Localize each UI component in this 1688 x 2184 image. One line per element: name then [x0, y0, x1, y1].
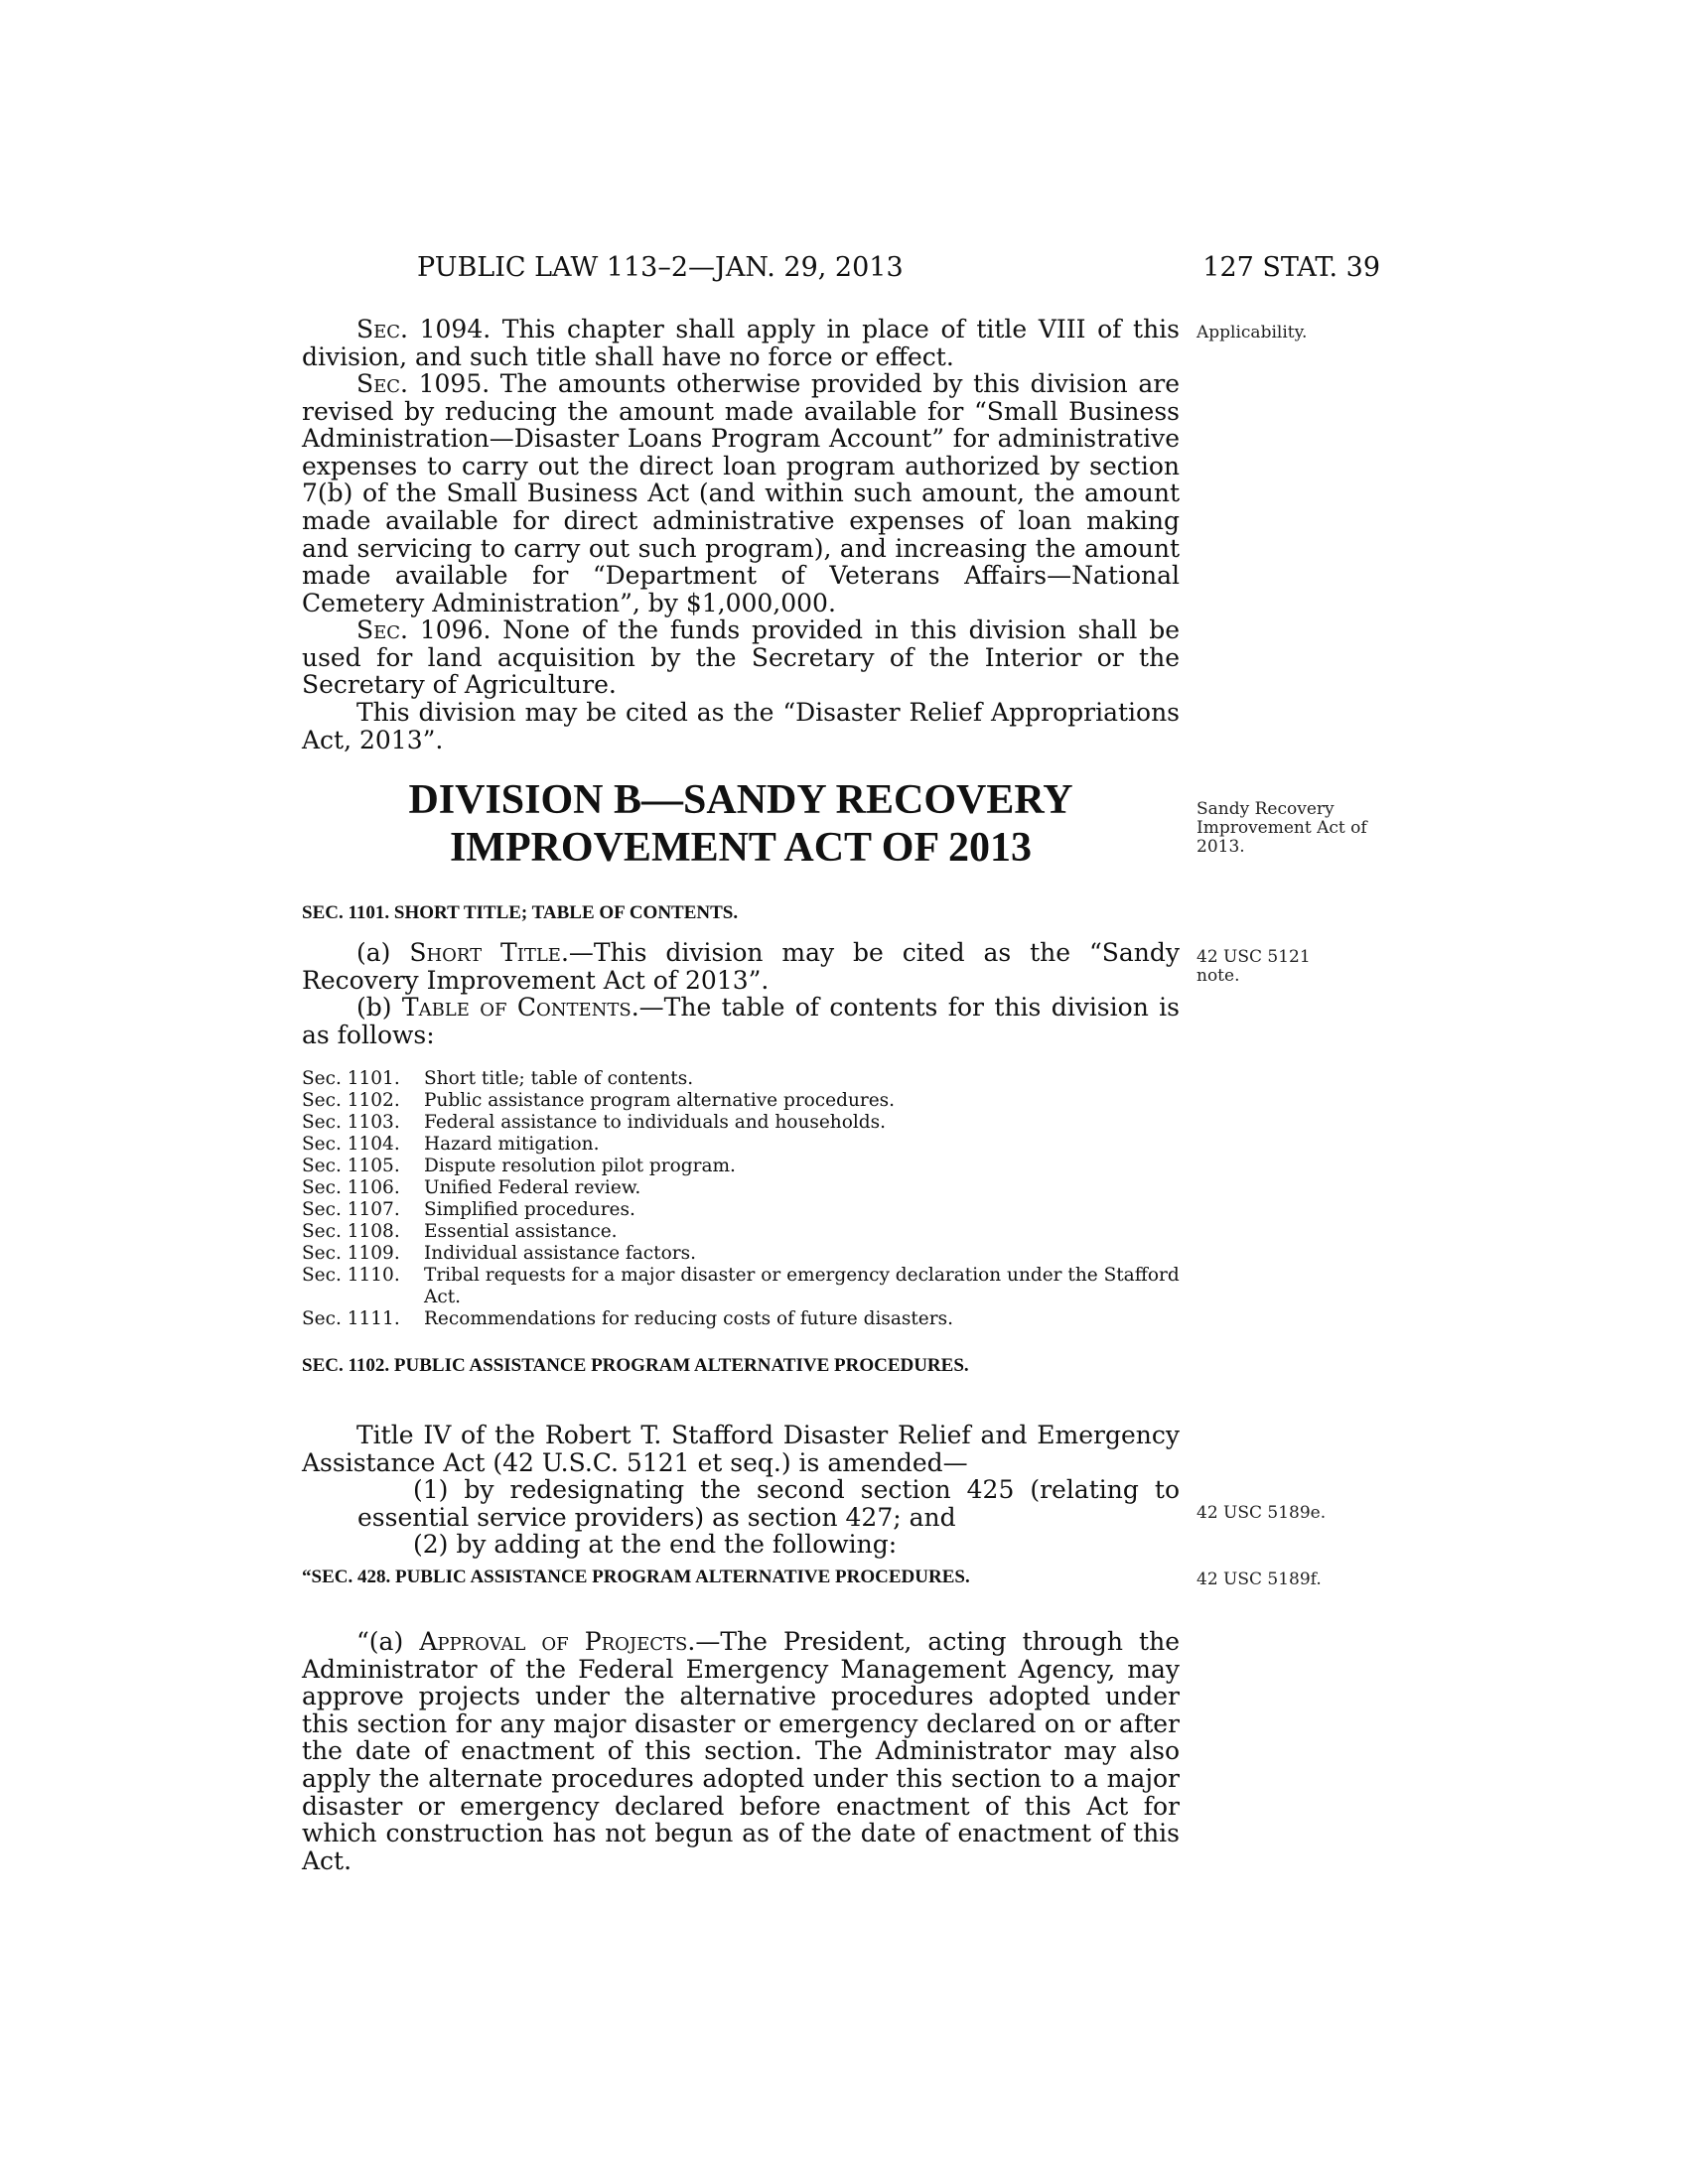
toc-title: Federal assistance to individuals and households. [424, 1112, 886, 1133]
toc-number: Sec. 1110. [302, 1265, 400, 1286]
sec-1102-item2: (2) by adding at the end the following: [413, 1530, 898, 1559]
toc-item [302, 1112, 1180, 1134]
stat-page-number: 127 STAT. 39 [1202, 252, 1380, 283]
sec-1101-a [302, 939, 1180, 994]
toc-number: Sec. 1109. [302, 1243, 400, 1264]
toc-number: Sec. 1108. [302, 1221, 400, 1242]
toc-title: Recommendations for reducing costs of future disasters. [424, 1308, 953, 1329]
sec-428-a [302, 1628, 1180, 1874]
sec-1094-paragraph [302, 316, 1180, 370]
sec-1095-paragraph [302, 370, 1180, 616]
toc-number: Sec. 1102. [302, 1090, 400, 1111]
sec-label: Sec. [356, 315, 408, 343]
sec-label: Sec. [356, 369, 408, 398]
subsection-prefix: (a) [356, 938, 410, 967]
toc-title: Tribal requests for a major disaster or emergency declaration under the Stafford Act. [424, 1265, 1180, 1307]
sec-1095-text: 1095. The amounts otherwise provided by this division are revised by reducing the amount made available for “Small Business Administration—Disaster Loans Program Account” for administrative expenses to carry out the direct loan program authorized by section 7(b) of the Small Business Act (and within such amount, the amount made available for direct administrative expenses of loan making and servicing to carry out such program), and increasing the amount made available for “Department of Veterans Affairs—National Cemetery Administration”, by $1,000,000. [302, 369, 1180, 617]
toc-list [302, 1068, 1180, 1330]
table-of-contents [302, 1068, 1180, 1330]
toc-item [302, 1199, 1180, 1221]
toc-title: Unified Federal review. [424, 1177, 641, 1198]
toc-number: Sec. 1107. [302, 1199, 400, 1220]
subsection-prefix: (b) [356, 993, 402, 1022]
toc-item [302, 1243, 1180, 1265]
sec-428-block [302, 1566, 1180, 1589]
approval-label: Approval of Projects [419, 1627, 688, 1656]
toc-title: Essential assistance. [424, 1221, 618, 1242]
toc-item [302, 1177, 1180, 1199]
toc-item [302, 1265, 1180, 1308]
short-title-label: Short Title [409, 938, 561, 967]
toc-title: Individual assistance factors. [424, 1243, 696, 1264]
toc-title: Simplified procedures. [424, 1199, 635, 1220]
sec-1102-item2-block [302, 1531, 1180, 1559]
margin-note-42-usc-5121: 42 USC 5121 note. [1196, 947, 1311, 986]
division-title-line1: DIVISION B—SANDY RECOVERY [408, 777, 1073, 823]
toc-item [302, 1090, 1180, 1112]
sec-1102-item1-block [302, 1476, 1180, 1531]
toc-title: Short title; table of contents. [424, 1068, 694, 1089]
running-header [298, 252, 1380, 292]
toc-label: Table of Contents [401, 993, 632, 1022]
toc-number: Sec. 1104. [302, 1134, 400, 1155]
sec-1102-heading: SEC. 1102. PUBLIC ASSISTANCE PROGRAM ALTERNATIVE PROCEDURES. [302, 1355, 969, 1376]
toc-item [302, 1068, 1180, 1090]
sec-1096-text: 1096. None of the funds provided in this division shall be used for land acquisition by the Secretary of the Interior or the Secretary of Agriculture. [302, 615, 1180, 700]
sec-1102-intro: Title IV of the Robert T. Stafford Disaster Relief and Emergency Assistance Act (42 U.S.C. 5121 et seq.) is amended— [302, 1421, 1180, 1477]
short-title-text: .—This division may be cited as the “Sandy Recovery Improvement Act of 2013”. [302, 938, 1181, 995]
division-title-line2: IMPROVEMENT ACT OF 2013 [449, 825, 1033, 871]
sec-1102-item1: (1) by redesignating the second section 425 (relating to essential service providers) as section 427; and [357, 1475, 1180, 1532]
margin-note-sandy: Sandy Recovery Improvement Act of 2013. [1196, 799, 1367, 857]
sec-1101-b [302, 994, 1180, 1048]
toc-number: Sec. 1101. [302, 1068, 400, 1089]
toc-intro-text: .—The table of contents for this division is as follows: [302, 993, 1180, 1049]
margin-note-42-usc-5189f: 42 USC 5189f. [1196, 1570, 1322, 1589]
toc-number: Sec. 1103. [302, 1112, 400, 1133]
toc-number: Sec. 1111. [302, 1308, 400, 1329]
toc-title: Dispute resolution pilot program. [424, 1156, 736, 1176]
sec-1094-text: 1094. This chapter shall apply in place of title VIII of this division, and such title shall have no force or effect. [302, 315, 1180, 371]
toc-item [302, 1134, 1180, 1156]
subsection-prefix: “(a) [356, 1627, 420, 1656]
sec-1102-block [302, 1354, 1180, 1378]
toc-title: Hazard mitigation. [424, 1134, 600, 1155]
sec-1101-block [302, 901, 1180, 925]
margin-note-42-usc-5189e: 42 USC 5189e. [1196, 1503, 1327, 1523]
toc-number: Sec. 1105. [302, 1156, 400, 1176]
sec-1102-body [302, 1422, 1180, 1476]
law-citation-header: PUBLIC LAW 113–2—JAN. 29, 2013 [417, 252, 904, 283]
sec-label: Sec. [356, 615, 408, 644]
citation-paragraph [302, 699, 1180, 753]
margin-note-applicability: Applicability. [1196, 323, 1308, 342]
sec-428-heading: “SEC. 428. PUBLIC ASSISTANCE PROGRAM ALTERNATIVE PROCEDURES. [302, 1567, 970, 1587]
sec-1096-paragraph [302, 616, 1180, 699]
sec-1101-heading: SEC. 1101. SHORT TITLE; TABLE OF CONTENTS. [302, 902, 739, 923]
citation-text: This division may be cited as the “Disaster Relief Appropriations Act, 2013”. [302, 698, 1180, 754]
toc-number: Sec. 1106. [302, 1177, 400, 1198]
division-title [302, 776, 1180, 872]
toc-item [302, 1156, 1180, 1177]
toc-item [302, 1221, 1180, 1243]
toc-title: Public assistance program alternative procedures. [424, 1090, 896, 1111]
toc-item [302, 1308, 1180, 1330]
approval-text: .—The President, acting through the Administrator of the Federal Emergency Management Agency, may approve projects under the alternative procedures adopted under this section for any major disaster or emergency declared on or after the date of enactment of this section. The Administrator may also apply the alternate procedures adopted under this section to a major disaster or emergency declared before enactment of this Act for which construction has not begun as of the date of enactment of this Act. [302, 1627, 1180, 1875]
